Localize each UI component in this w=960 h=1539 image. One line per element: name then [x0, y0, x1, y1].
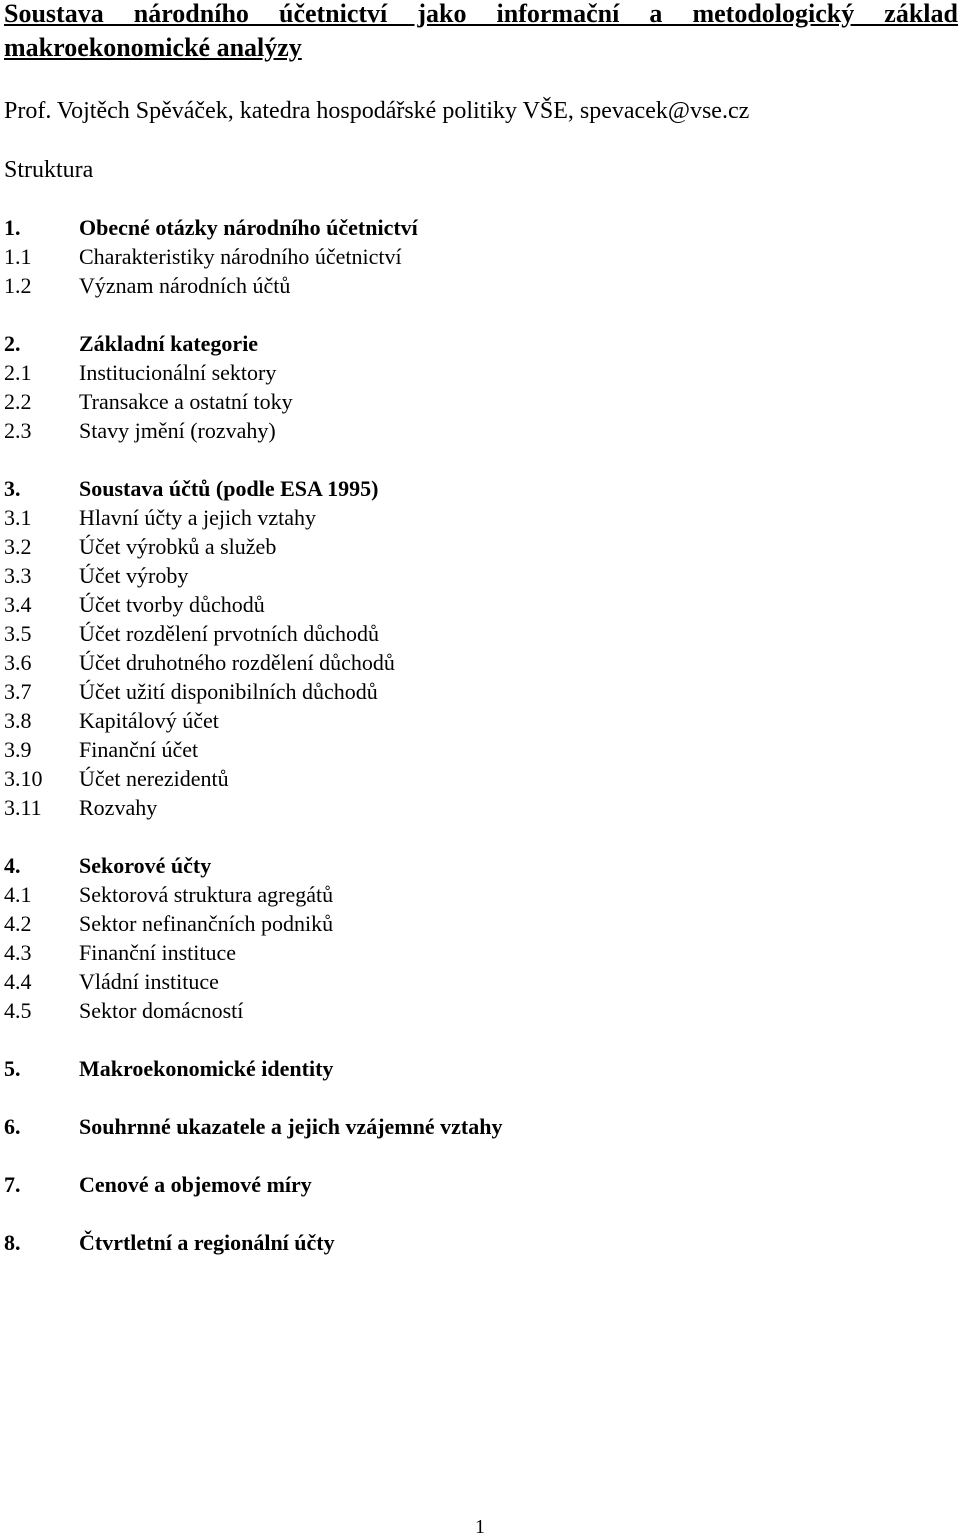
subsection-item — [4, 503, 502, 532]
subsection-number: 3.6 — [4, 650, 32, 675]
toc-section — [4, 851, 502, 1025]
section-heading — [4, 329, 502, 358]
section-number: 2. — [4, 331, 21, 356]
subsection-number: 3.3 — [4, 563, 32, 588]
subsection-title: Rozvahy — [79, 795, 158, 820]
subsection-number: 3.5 — [4, 621, 32, 646]
section-title: Makroekonomické identity — [79, 1056, 334, 1081]
subsection-number: 3.7 — [4, 679, 32, 704]
subsection-item — [4, 909, 502, 938]
subsection-title: Účet nerezidentů — [79, 766, 229, 791]
toc-section — [4, 329, 502, 445]
section-heading — [4, 1054, 502, 1083]
subsection-number: 4.5 — [4, 998, 32, 1023]
section-heading — [4, 1170, 502, 1199]
section-title: Základní kategorie — [79, 331, 259, 356]
structure-heading: Struktura — [4, 157, 94, 183]
subsection-title: Účet rozdělení prvotních důchodů — [79, 621, 379, 646]
subsection-title: Kapitálový účet — [79, 708, 219, 733]
subsection-number: 2.2 — [4, 389, 32, 414]
subsection-number: 3.4 — [4, 592, 32, 617]
section-title: Obecné otázky národního účetnictví — [79, 215, 418, 240]
section-number: 3. — [4, 476, 21, 501]
section-heading — [4, 1228, 502, 1257]
section-heading — [4, 1112, 502, 1141]
subsection-title: Účet výrobků a služeb — [79, 534, 277, 559]
subsection-number: 3.9 — [4, 737, 32, 762]
page-number: 1 — [475, 1516, 485, 1538]
subsection-title: Sektor nefinančních podniků — [79, 911, 334, 936]
subsection-title: Vládní instituce — [79, 969, 219, 994]
toc-section — [4, 1054, 502, 1083]
subsection-item — [4, 938, 502, 967]
toc-section — [4, 213, 502, 300]
subsection-title: Význam národních účtů — [79, 273, 291, 298]
section-heading — [4, 474, 502, 503]
subsection-number: 1.1 — [4, 244, 32, 269]
section-number: 4. — [4, 853, 21, 878]
subsection-number: 3.8 — [4, 708, 32, 733]
section-title: Sekorové účty — [79, 853, 212, 878]
subsection-title: Účet výroby — [79, 563, 189, 588]
toc-section — [4, 474, 502, 822]
section-title: Cenové a objemové míry — [79, 1172, 312, 1197]
subsection-item — [4, 880, 502, 909]
subsection-item — [4, 590, 502, 619]
subsection-title: Sektor domácností — [79, 998, 244, 1023]
subsection-number: 4.4 — [4, 969, 32, 994]
subsection-item — [4, 648, 502, 677]
subsection-item — [4, 677, 502, 706]
author-line: Prof. Vojtěch Spěváček, katedra hospodářské politiky VŠE, spevacek@vse.cz — [4, 98, 750, 124]
subsection-title: Charakteristiky národního účetnictví — [79, 244, 402, 269]
subsection-title: Transakce a ostatní toky — [79, 389, 293, 414]
subsection-item — [4, 967, 502, 996]
subsection-number: 3.11 — [4, 795, 42, 820]
subsection-item — [4, 416, 502, 445]
subsection-item — [4, 242, 502, 271]
subsection-number: 3.1 — [4, 505, 32, 530]
subsection-item — [4, 561, 502, 590]
subsection-item — [4, 996, 502, 1025]
subsection-title: Účet druhotného rozdělení důchodů — [79, 650, 395, 675]
section-number: 8. — [4, 1230, 21, 1255]
subsection-item — [4, 706, 502, 735]
toc-section — [4, 1228, 502, 1257]
subsection-number: 4.1 — [4, 882, 32, 907]
subsection-item — [4, 532, 502, 561]
subsection-title: Účet užití disponibilních důchodů — [79, 679, 378, 704]
section-heading — [4, 213, 502, 242]
subsection-number: 3.2 — [4, 534, 32, 559]
subsection-number: 2.1 — [4, 360, 32, 385]
subsection-title: Hlavní účty a jejich vztahy — [79, 505, 317, 530]
document-title: Soustava národního účetnictví jako informační a metodologický základ makroekonomické analýzy — [4, 0, 958, 62]
section-number: 7. — [4, 1172, 21, 1197]
section-title: Souhrnné ukazatele a jejich vzájemné vztahy — [79, 1114, 503, 1139]
section-number: 6. — [4, 1114, 21, 1139]
subsection-title: Institucionální sektory — [79, 360, 277, 385]
subsection-number: 4.3 — [4, 940, 32, 965]
subsection-number: 4.2 — [4, 911, 32, 936]
subsection-number: 2.3 — [4, 418, 32, 443]
section-title: Čtvrtletní a regionální účty — [79, 1230, 335, 1255]
section-heading — [4, 851, 502, 880]
section-title: Soustava účtů (podle ESA 1995) — [79, 476, 379, 501]
subsection-title: Stavy jmění (rozvahy) — [79, 418, 276, 443]
subsection-item — [4, 793, 502, 822]
subsection-item — [4, 387, 502, 416]
subsection-title: Finanční účet — [79, 737, 199, 762]
section-number: 5. — [4, 1056, 21, 1081]
subsection-item — [4, 735, 502, 764]
section-number: 1. — [4, 215, 21, 240]
toc-section — [4, 1112, 502, 1141]
subsection-item — [4, 358, 502, 387]
toc-section — [4, 1170, 502, 1199]
table-of-contents — [4, 213, 502, 1286]
subsection-title: Sektorová struktura agregátů — [79, 882, 334, 907]
subsection-item — [4, 271, 502, 300]
subsection-item — [4, 619, 502, 648]
subsection-title: Finanční instituce — [79, 940, 237, 965]
subsection-number: 3.10 — [4, 766, 43, 791]
subsection-title: Účet tvorby důchodů — [79, 592, 265, 617]
subsection-number: 1.2 — [4, 273, 32, 298]
subsection-item — [4, 764, 502, 793]
